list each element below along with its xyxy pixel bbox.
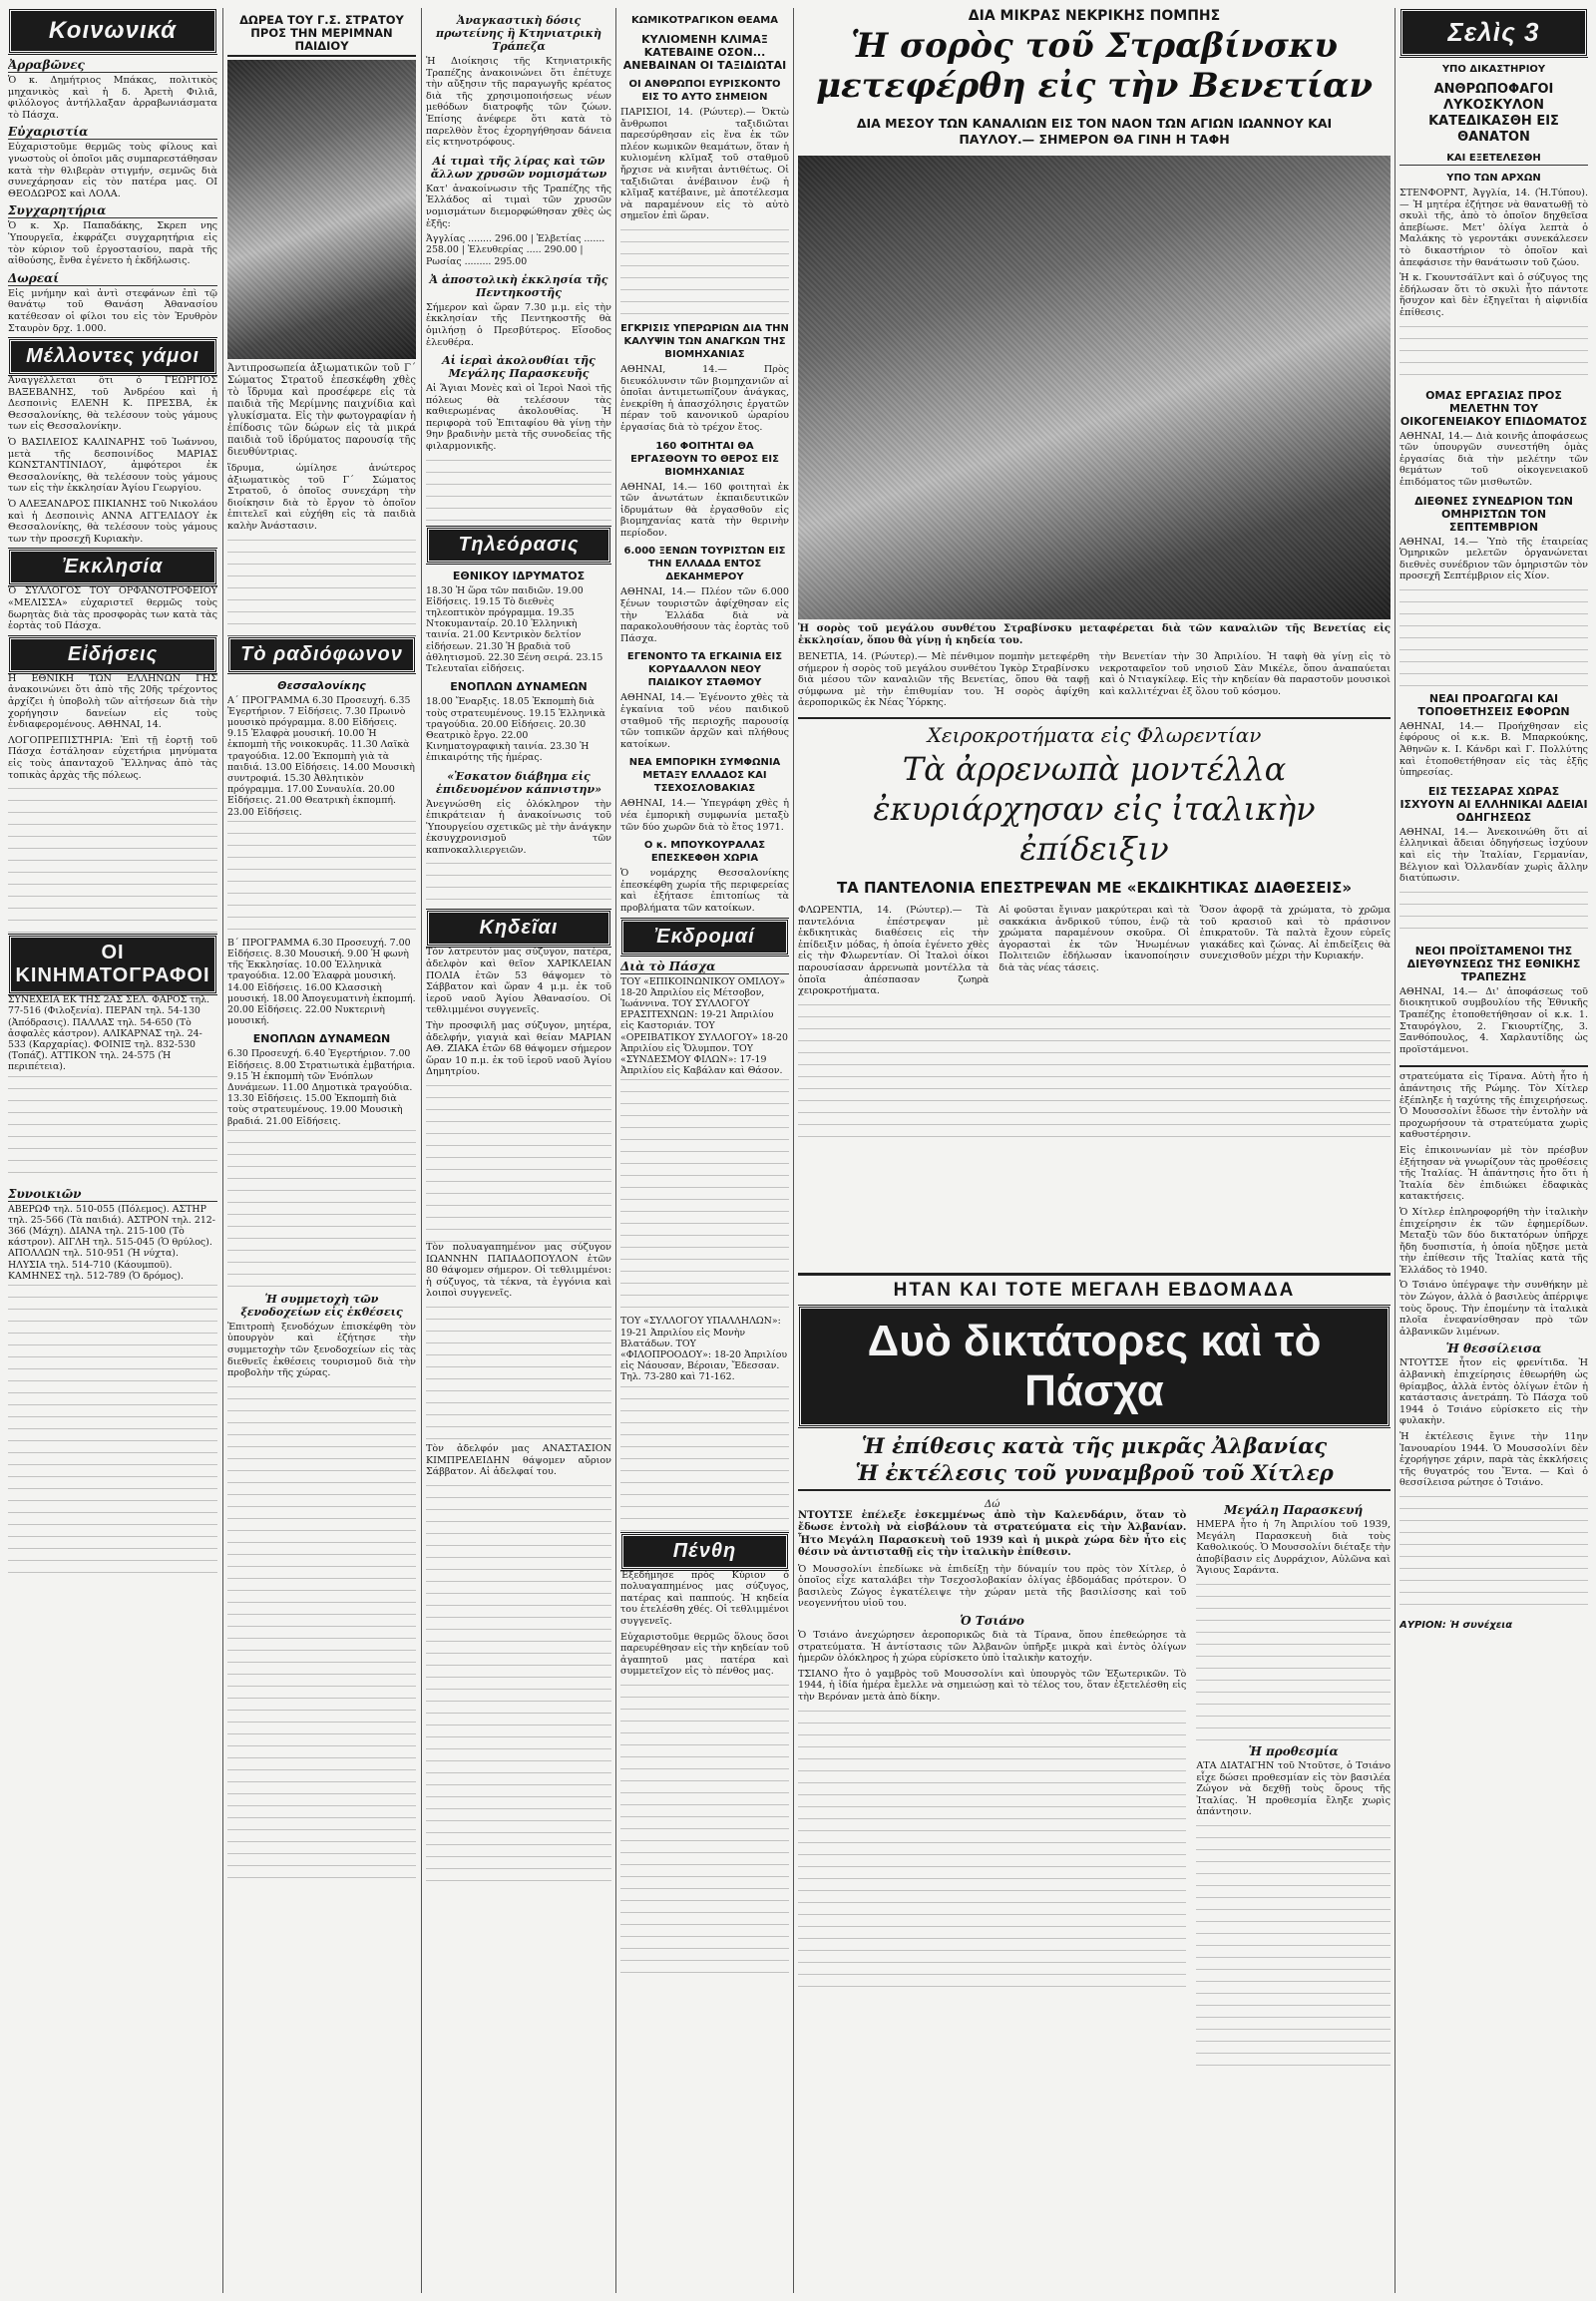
congress-headline: ΔΙΕΘΝΕΣ ΣΥΝΕΔΡΙΟΝ ΤΩΝ ΟΜΗΡΙΣΤΩΝ ΤΟΝ ΣΕΠΤΕΜΒΡΙΟΝ <box>1414 494 1573 534</box>
tv-armed-heading: ΕΝΟΠΛΩΝ ΔΥΝΑΜΕΩΝ <box>450 680 588 694</box>
excursions-list: ΤΟΥ «ΕΠΙΚΟΙΝΩΝΙΚΟΥ ΟΜΙΛΟΥ» 18-20 Ἀπριλίου εἰς Μέτσοβον, Ἰωάννινα. ΤΟΥ ΣΥΛΛΟΓΟΥ ΕΡΑΣΙΤΕΧΝΩΝ: 19-21 Ἀπριλίου εἰς Καστοριάν. ΤΟΥ «ΟΡΕΙΒΑΤΙΚΟΥ ΣΥΛΛΟΓΟΥ» 18-20 Ἀπριλίου εἰς Ὄλυμπον. ΤΟΥ «ΣΥΝΔΕΣΜΟΥ ΦΙΛΩΝ»: 17-19 Ἀπριλίου εἰς Καβάλαν καὶ Θάσον. <box>620 975 788 1077</box>
tourists-headline: 6.000 ΞΕΝΩΝ ΤΟΥΡΙΣΤΩΝ ΕΙΣ ΤΗΝ ΕΛΛΑΔΑ ΕΝΤΟΣ ΔΕΚΑΗΜΕΡΟΥ <box>623 546 786 583</box>
donations-heading: Δωρεαί <box>8 271 217 286</box>
funeral-notice: Τὸν λατρευτόν μας σύζυγον, πατέρα, ἀδελφὸν καὶ θεῖον ΧΑΡΙΚΛΕΙΑΝ ΠΟΛΙΑ ἐτῶν 53 θάψομεν τὸ Σάββατον καὶ ὥραν 4 μ.μ. ἐκ τοῦ ἱεροῦ ναοῦ Ἁγίου Ἀθανασίου. Οἱ τεθλιμμένοι συγγενεῖς. <box>426 947 611 1016</box>
mourning-text: Εὐχαριστοῦμε θερμῶς ὅλους ὅσοι παρευρέθησαν εἰς τὴν κηδείαν τοῦ ἀγαπητοῦ μας πατέρα καὶ συμμετεῖχον εἰς τὸ πένθος μας. <box>620 1631 789 1678</box>
students-text: ΑΘΗΝΑΙ, 14.— 160 φοιτηταὶ ἐκ τῶν ἀνωτάτων ἐκπαιδευτικῶν ἱδρυμάτων θὰ ἐργασθοῦν εἰς βιομηχανίας κατὰ τὴν θερινὴν περίοδον. <box>620 481 789 539</box>
overtime-text: ΑΘΗΝΑΙ, 14.— Πρὸς διευκόλυνσιν τῶν βιομηχανιῶν αἱ ὁποῖαι ἀντιμετωπίζουν ἀνάγκας, ἐνεκρίθη ἡ ἀπασχόλησις ἐργατῶν πέραν τοῦ κανονικοῦ ὡραρίου ἐργασίας διὰ τὸ τρέχον ἔτος. <box>620 363 789 433</box>
column-rule <box>421 8 422 2293</box>
text-filler <box>426 1082 611 1242</box>
feature-side-text: ΑΤΑ ΔΙΑΤΑΓΗΝ τοῦ Ντοῦτσε, ὁ Τσιάνο εἶχε δώσει προθεσμίαν εἰς τὸν βασιλέα Ζώγον νὰ δεχθῇ τοὺς ὅρους τῆς Ἰταλίας. Ἡ προθεσμία ἔληξε χωρὶς ἀπάντησιν. <box>1196 1759 1391 1818</box>
engagements-heading: Ἀρραβῶνες <box>8 58 217 73</box>
visit-headline: Ο κ. ΜΠΟΥΚΟΥΡΑΛΑΣ ΕΠΕΣΚΕΦΘΗ ΧΩΡΙΑ <box>643 840 766 865</box>
feature-intro: ΝΤΟΥΤΣΕ ἐπέλεξε ἐσκεμμένως ἀπὸ τὴν Καλενδάριν, ὅταν τὸ ἔδωσε ἐντολὴ νὰ εἰσβάλουν τὰ στρατεύματα εἰς τὴν Ἀλβανίαν. Ἦτο Μεγάλη Παρασκευὴ τοῦ 1939 καὶ ἡ μικρὰ χώρα δὲν ἦτο εἰς θέσιν νὰ ἀντισταθῇ εἰς τὴν ἰταλικὴν ἐπίθεσιν. <box>798 1510 1187 1559</box>
text-filler <box>227 818 416 938</box>
engagements-text: Ὁ κ. Δημήτριος Μπάκας, πολιτικὸς μηχανικὸς καὶ ἡ δ. Ἀρετὴ Φιλιᾶ, φιλόλογος ἀντήλλαξαν ἀρραβωνιάσματα τὸ Πάσχα. <box>8 75 217 121</box>
escalator-kicker: ΚΩΜΙΚΟΤΡΑΓΙΚΟΝ ΘΕΑΜΑ <box>630 15 779 26</box>
feature-continued: στρατεύματα εἰς Τίρανα. Αὐτὴ ἦτο ἡ ἀπάντησις τῆς Ρώμης. Τὸν Χίτλερ ἐξέπληξε ἡ ταχύτης τῆς ἐπιχειρήσεως. Ὁ Μουσσολίνι ἔδωσε τὴν ἐντολὴν νὰ προχωρήσουν τὰ στρατεύματα χωρὶς καθυστέρησιν. <box>1399 1071 1588 1141</box>
text-filler <box>1399 586 1588 686</box>
radio-program-a: Α΄ ΠΡΟΓΡΑΜΜΑ 6.30 Προσευχή. 6.35 Ἐγερτήριον. 7 Εἰδήσεις. 7.30 Πρωινὸ μουσικὸ πρόγραμμα. 8.00 Εἰδήσεις. 9.15 Ἐλαφρὰ μουσική. 10.00 Ἡ ἐκπομπὴ τῆς νοικοκυρᾶς. 11.30 Λαϊκὰ τραγούδια. 12.00 Ἐκπομπὴ γιὰ τὰ παιδιά. 13.00 Εἰδήσεις. 14.00 Μουσικὴ συντροφιά. 15.30 Ἀθλητικὸν πρόγραμμα. 17.00 Συναυλία. 20.00 Εἰδήσεις. 21.00 Θεατρικὴ ἐκπομπή. 23.00 Εἰδήσεις. <box>227 694 415 818</box>
kindergarten-headline: ΕΓΕΝΟΝΤΟ ΤΑ ΕΓΚΑΙΝΙΑ ΕΙΣ ΚΟΡΥΔΑΛΛΟΝ ΝΕΟΥ ΠΑΙΔΙΚΟΥ ΣΤΑΘΜΟΥ <box>626 651 783 689</box>
feature-continued: Ὁ Χίτλερ ἐπληροφορήθη τὴν ἰταλικὴν ἐπιχείρησιν ἐκ τῶν ἐφημερίδων. Μεταξὺ τῶν δύο δικτατόρων ὑπῆρχε ἤδη δυσπιστία, ἡ ὁποία ηὔξησε μετὰ τὴν ἐπίθεσιν τῆς Ἰταλίας κατὰ τῆς Ἑλλάδος τὸ 1940. <box>1399 1206 1588 1276</box>
text-filler <box>798 1001 1391 1141</box>
feature-right-heading: Ἡ θεσσίλεισα <box>1445 1342 1542 1356</box>
divider <box>1399 1065 1588 1067</box>
escalator-text: ΠΑΡΙΣΙΟΙ, 14. (Ρώυτερ).— Ὀκτὼ ἄνθρωποι ταξιδιῶται παρεσύρθησαν εἰς ἕνα ἐκ τῶν πλέον κωμικῶν θεαμάτων, ὅταν ἡ κυλιομένη κλῖμαξ τοῦ σταθμοῦ ἤρχισε νὰ κινῆται ἀντιθέτως. Οἱ ταξιδιῶται ἀνέβαινον ἐνῷ ἡ κλῖμαξ κατέβαινε, μὲ ἀποτέλεσμα νὰ παραμένουν εἰς τὸ αὐτὸ σημεῖον ἐπὶ ὥραν. <box>620 107 789 222</box>
column-rule <box>222 8 223 2293</box>
court-headline: ΑΝΘΡΩΠΟΦΑΓΟΙ ΛΥΚΟΣΚΥΛΟΝ ΚΑΤΕΔΙΚΑΣΘΗ ΕΙΣ ΘΑΝΑΤΟΝ <box>1428 82 1559 145</box>
tv-program: 18.30 Ἡ ὥρα τῶν παιδιῶν. 19.00 Εἰδήσεις. 19.15 Τὸ διεθνὲς τηλεοπτικὸν πρόγραμμα. 19.35 Ντοκυμανταίρ. 20.10 Ἐλληνικὴ ταινία. 21.00 Κεντρικὸν δελτίον εἰδήσεων. 21.30 Ἡ βραδιὰ τοῦ ἀθλητισμοῦ. 22.30 Ξένη σειρά. 23.15 Τελευταῖαι εἰδήσεις. <box>426 584 603 675</box>
donation-text: ἵδρυμα, ὡμίλησε ἀνώτερος ἀξιωματικὸς τοῦ Γ΄ Σώματος Στρατοῦ, ὁ ὁποῖος συνεχάρη τὴν διοίκησιν διὰ τὸ ἔργον τὸ ὁποῖον ἐπιτελεῖ καὶ εὐχήθη εἰς τὰ παιδιὰ καλὴν Ἀνάστασιν. <box>227 463 416 532</box>
suburbs-list: ΑΒΕΡΩΦ τηλ. 510-055 (Πόλεμος). ΑΣΤΗΡ τηλ. 25-566 (Τὰ παιδιά). ΑΣΤΡΟΝ τηλ. 212-366 (Μάχη). ΔΙΑΝΑ τηλ. 215-100 (Τὸ κάστρον). ΑΙΓΛΗ τηλ. 515-045 (Ὁ θρύλος). ΑΠΟΛΛΩΝ τηλ. 510-951 (Ἡ νύχτα). ΗΛΥΣΙΑ τηλ. 514-710 (Κάουμποϋ). ΚΑΜΗΝΕΣ τηλ. 512-789 (Ὁ δρόμος). <box>8 1203 215 1282</box>
feature-continued: ΝΤΟΥΤΣΕ ἦτον εἰς φρενίτιδα. Ἡ ἀλβανικὴ ἐπιχείρησις ἐθεωρήθη ὡς θρίαμβος, ἀλλὰ ἐντὸς ὀλίγων ἐτῶν ἡ κατάστασις ἀνετράπη. Τὸ Πάσχα τοῦ 1944 ὁ Τσιάνο εὑρίσκετο εἰς τὴν φυλακὴν. <box>1399 1357 1588 1427</box>
court-subhead: ΚΑΙ ΕΞΕΤΕΛΕΣΘΗ <box>1399 152 1588 166</box>
children-photo <box>227 60 416 359</box>
fashion-text: Ὅσον ἀφορᾷ τὰ χρώματα, τὸ χρῶμα τοῦ κρασιοῦ καὶ τὸ πράσινον ἐπικρατοῦν. Τὰ παλτὰ ἔχουν εὐρεῖς γιακάδες καὶ ζώνας. Αἱ ἐπιδείξεις θὰ συνεχισθοῦν μέχρι τὴν Κυριακήν. <box>1199 904 1391 962</box>
main-story <box>798 8 1391 1265</box>
column-rule <box>615 8 616 2293</box>
feature-kicker: ΗΤΑΝ ΚΑΙ ΤΟΤΕ ΜΕΓΑΛΗ ΕΒΔΟΜΑΔΑ <box>893 1280 1296 1301</box>
main-headline: Ἡ σορὸς τοῦ Στραβίνσκυ μετεφέρθη εἰς τὴν Βενετίαν <box>816 26 1373 106</box>
licences-text: ΑΘΗΝΑΙ, 14.— Ἀνεκοινώθη ὅτι αἱ ἑλληνικαὶ ἄδειαι ὁδηγήσεως ἰσχύουν καὶ εἰς τὴν Ἰταλίαν, Γερμανίαν, Βέλγιον καὶ Ὁλλανδίαν χωρὶς ἄλλην διατύπωσιν. <box>1399 826 1588 885</box>
licences-headline: ΕΙΣ ΤΕΣΣΑΡΑΣ ΧΩΡΑΣ ΙΣΧΥΟΥΝ ΑΙ ΕΛΛΗΝΙΚΑΙ ΑΔΕΙΑΙ ΟΔΗΓΗΣΕΩΣ <box>1399 784 1588 824</box>
weddings-text: Ἀναγγέλλεται ὅτι ὁ ΓΕΩΡΓΙΟΣ ΒΑΞΕΒΑΝΗΣ, τοῦ Ἀνδρέου καὶ ἡ Δεσποινὶς ΕΛΕΝΗ Κ. ΠΡΕΣΒΑ, ἐκ Θεσσαλονίκης, θὰ τελέσουν τοὺς γάμους των εἰς Θεσσαλονίκην. <box>8 375 217 433</box>
escalator-headline: ΚΥΛΙΟΜΕΝΗ ΚΛΙΜΑΞ ΚΑΤΕΒΑΙΝΕ ΟΣΟΝ... ΑΝΕΒΑΙΝΑΝ ΟΙ ΤΑΞΙΔΙΩΤΑΙ <box>622 33 787 72</box>
escalator-subhead: ΟΙ ΑΝΘΡΩΠΟΙ ΕΥΡΙΣΚΟΝΤΟ ΕΙΣ ΤΟ ΑΥΤΟ ΣΗΜΕΙΟΝ <box>628 79 781 103</box>
funeral-notice: Τὸν πολυαγαπημένον μας σύζυγον ΙΩΑΝΝΗΝ ΠΑΠΑΔΟΠΟΥΛΟΝ ἐτῶν 80 θάψομεν σήμερον. Οἱ τεθλιμμένοι: ἡ σύζυγος, τὰ τέκνα, τὰ ἐγγόνια καὶ λοιποὶ συγγενεῖς. <box>426 1242 611 1300</box>
feature-continued: Ὁ Τσιάνο ὑπέγραψε τὴν συνθήκην μὲ τὸν Ζώγον, ἀλλὰ ὁ βασιλεὺς ἀπέρριψε τοὺς ὅρους. Τὴν ἑπομένην τὰ ἰταλικὰ πλοῖα ἐνεφανίσθησαν πρὸ τῶν ἀλβανικῶν λιμένων. <box>1399 1280 1588 1338</box>
text-filler <box>227 1383 416 1882</box>
donation-headline: ΔΩΡΕΑ ΤΟΥ Γ.Σ. ΣΤΡΑΤΟΥ ΠΡΟΣ ΤΗΝ ΜΕΡΙΜΝΑΝ ΠΑΙΔΙΟΥ <box>227 14 416 57</box>
gold-prices-headline: Αἱ τιμαὶ τῆς λίρας καὶ τῶν ἄλλων χρυσῶν νομισμάτων <box>430 154 607 181</box>
news-text: Η ΕΘΝΙΚΗ ΤΩΝ ΕΛΛΗΝΩΝ ΓΗΣ ἀνακοινώνει ὅτι ἀπὸ τῆς 20ῆς τρέχοντος ἀρχίζει ἡ ὑποβολὴ τῶν αἰτήσεων διὰ τὴν χορήγησιν δανείων εἰς τοὺς ἐνδιαφερομένους. ΑΘΗΝΑΙ, 14. <box>8 672 217 731</box>
feature-subhead-1: Ἡ ἐπίθεσις κατὰ τῆς μικρᾶς Ἀλβανίας <box>861 1433 1328 1458</box>
tobacco-text: Ἀνεγνώσθη εἰς ὁλόκληρον τὴν ἐπικράτειαν ἡ ἀνακοίνωσις τοῦ Ὑπουργείου σχετικῶς μὲ τὴν ἀνάγκην ἐκσυγχρονισμοῦ τῶν καπνοκαλλιεργειῶν. <box>426 798 611 856</box>
text-filler <box>8 785 217 935</box>
main-photo-caption: Ἡ σορὸς τοῦ μεγάλου συνθέτου Στραβίνσκυ μεταφέρεται διὰ τῶν καναλιῶν τῆς Βενετίας εἰς ἐκκλησίαν, ὅπου θὰ γίνῃ ἡ κηδεία του. <box>798 623 1391 646</box>
section-banner-weddings: Μέλλοντες γάμοι <box>8 338 217 375</box>
text-filler <box>1196 1581 1391 1740</box>
feature-continued: Εἰς ἐπικοινωνίαν μὲ τὸν πρέσβυν ἐξήτησαν νὰ γνωρίζουν τὰς προθέσεις τῆς Ἰταλίας. Ἡ ἀπάντησις ἦτο ὅτι ἡ Ἰταλία δὲν ἐπιδιώκει ἐδαφικὰς κατακτήσεις. <box>1399 1144 1588 1203</box>
cinemas-list: ΣΥΝΕΧΕΙΑ ΕΚ ΤΗΣ 2ΑΣ ΣΕΛ. ΦΑΡΟΣ τηλ. 77-516 (Φιλοξενία). ΠΕΡΑΝ τηλ. 54-130 (Ἀπόδρασις). ΠΑΛΛΑΣ τηλ. 54-650 (Τὸ ἀσφαλὲς κάστρον). ΑΛΙΚΑΡΝΑΣ τηλ. 24-533 (Καρχαρίας). ΦΟΙΝΙΞ τηλ. 832-530 (Τοπάζ). ΑΤΤΙΚΟΝ τηλ. 24-575 (Ἡ περιπέτεια). <box>8 994 210 1073</box>
section-banner-tv: Τηλεόρασις <box>426 527 611 564</box>
court-text: ΣΤΕΝΦΟΡΝΤ, Ἀγγλία, 14. (Ἡ.Τύπου).— Ἡ μητέρα ἐζήτησε νὰ θανατωθῇ τὸ σκυλὶ τῆς, ἀπὸ τὸ ὁποῖον δηχθεῖσα ἀπεβίωσε. Μετ' ὀλίγα λεπτὰ ὁ Μαλάκης τὸ γεροντάκι συνεκάλεσεν τὸ δικαστήριον τὸ ὁποῖον καὶ ἀπεφάσισε τὴν θανάτωσιν τοῦ ζώου. <box>1399 188 1588 268</box>
donations-text: Εἰς μνήμην καὶ ἀντὶ στεφάνων ἐπὶ τῷ θανάτῳ τοῦ Θανάση Ἀθανασίου κατέθεσαν οἱ φίλοι του εἰς τὸν Ἑρυθρὸν Σταυρὸν δρχ. 1.000. <box>8 287 217 334</box>
pentecost-text: Σήμερον καὶ ὥραν 7.30 μ.μ. εἰς τὴν ἐκκλησίαν τῆς Πεντηκοστῆς θὰ ὁμιλήσῃ ὁ Πρεσβύτερος. Εἴσοδος ἐλευθέρα. <box>426 301 611 348</box>
congrats-text: Ὁ κ. Χρ. Παπαδάκης, Σκρεπ νης Ὑπουργεῖα, ἐκφράζει συγχαρητήρια εἰς τὸν κύριον τοῦ ἐργοστασίου, παρὰ τῆς αἰθούσης, ἔνθα ἐγένετο ἡ ἐκδήλωσις. <box>8 220 217 267</box>
section-banner-social: Κοινωνικά <box>8 8 217 54</box>
hotels-heading: Ἡ συμμετοχὴ τῶν ξενοδοχείων εἰς ἐκθέσεις <box>240 1292 403 1319</box>
text-filler <box>1399 889 1588 939</box>
text-filler <box>620 1682 789 1981</box>
tv-subheading: ΕΘΝΙΚΟΥ ΙΔΡΥΜΑΤΟΣ <box>452 569 586 582</box>
congress-text: ΑΘΗΝΑΙ, 14.— Ὑπὸ τῆς ἑταιρείας Ὁμηρικῶν μελετῶν ὀργανώνεται διεθνὲς συνέδριον τῶν ὁμηριστῶν τὸν προσεχῆ Σεπτέμβριον εἰς Χίον. <box>1399 536 1588 582</box>
column-right <box>1399 8 1588 2293</box>
section-banner-cinemas: ΟΙ ΚΙΝΗΜΑΤΟΓΡΑΦΟΙ <box>8 935 217 994</box>
feature-story <box>798 1273 1391 2296</box>
text-filler <box>620 1076 789 1316</box>
radio-subheading: Θεσσαλονίκης <box>277 678 366 692</box>
feature-side-text: ΗΜΕΡΑ ἦτο ἡ 7η Ἀπριλίου τοῦ 1939, Μεγάλη Παρασκευὴ διὰ τοὺς Καθολικούς. Ὁ Μουσσολίνι διέταξε τὴν ἀποβίβασιν εἰς Δυρράχιον, Αὐλῶνα καὶ Ἅγιους Σαράντα. <box>1196 1519 1391 1577</box>
kindergarten-text: ΑΘΗΝΑΙ, 14.— Ἐγένοντο χθὲς τὰ ἐγκαίνια τοῦ νέου παιδικοῦ σταθμοῦ τῆς περιοχῆς παρουσίᾳ τῶν τοπικῶν ἀρχῶν καὶ πλήθους κατοίκων. <box>620 692 789 750</box>
feature-body: Ὁ Μουσσολίνι ἐπεδίωκε νὰ ἐπιδείξῃ τὴν δύναμίν του πρὸς τὸν Χίτλερ, ὁ ὁποῖος εἶχε καταλάβει τὴν Τσεχοσλοβακίαν ὀλίγας ἑβδομάδας πρότερον. Ὁ βασιλεὺς Ζώγος ἐγκατέλειψε τὴν χώραν μετὰ τῆς βασιλίσσης καὶ τοῦ νεογεννήτου υἱοῦ του. <box>798 1563 1187 1610</box>
fashion-text: Αἱ φοῦσται ἔγιναν μακρύτεραι καὶ τὰ σακκάκια ἀνδρικοῦ τύπου, ἐνῷ τὰ χρώματα παραμένουν σκοῦρα. Οἱ ἀγορασταὶ ἐκ τῶν Ἡνωμένων Πολιτειῶν ἐδήλωσαν ἱκανοποίησιν διὰ τὰς νέας τάσεις. <box>998 904 1190 973</box>
text-filler <box>8 1282 217 1581</box>
thanks-heading: Εὐχαριστία <box>8 125 217 140</box>
services-headline: Αἱ ἱεραὶ ἀκολουθίαι τῆς Μεγάλης Παρασκευῆς <box>442 354 596 381</box>
tv-armed-program: 18.00 Ἔναρξις. 18.05 Ἐκπομπὴ διὰ τοὺς στρατευμένους. 19.15 Ἑλληνικὰ τραγούδια. 20.00 Εἰδήσεις. 20.30 Θεατρικὸ ἔργο. 22.00 Κινηματογραφικὴ ταινία. 23.30 Ἡ ἐπικαιρότης τῆς ἡμέρας. <box>426 696 605 764</box>
feature-subhead-ciano: Ὁ Τσιάνο <box>960 1614 1024 1628</box>
main-kicker: ΔΙΑ ΜΙΚΡΑΣ ΝΕΚΡΙΚΗΣ ΠΟΜΠΗΣ <box>968 8 1221 24</box>
fashion-kicker: Χειροκροτήματα εἰς Φλωρεντίαν <box>927 722 1262 747</box>
page-badge: Σελὶς 3 <box>1399 8 1588 57</box>
fashion-subhead: ΤΑ ΠΑΝΤΕΛΟΝΙΑ ΕΠΕΣΤΡΕΨΑΝ ΜΕ «ΕΚΔΙΚΗΤΙΚΑΣ ΔΙΑΘΕΣΕΙΣ» <box>836 878 1353 897</box>
trade-text: ΑΘΗΝΑΙ, 14.— Ὑπεγράφη χθὲς ἡ νέα ἐμπορικὴ συμφωνία μεταξὺ τῶν δύο χωρῶν διὰ τὸ ἔτος 1971. <box>620 798 789 833</box>
main-text-right: τὴν Βενετίαν τὴν 30 Ἀπριλίου. Ἡ ταφὴ θὰ γίνῃ εἰς τὸ νεκροταφεῖον τοῦ νησιοῦ Σὰν Μικέλε, ὅπου ἀναπαύεται καὶ ὁ Ντιαγκίλεφ. Εἰς τὴν κηδείαν θὰ παραστοῦν μουσικοὶ καὶ καλλιτέχναι ἐξ ὅλου τοῦ κόσμου. <box>1099 651 1391 697</box>
visit-text: Ὁ νομάρχης Θεσσαλονίκης ἐπεσκέφθη χωρία τῆς περιφερείας καὶ ἐξήτασε ἐπιτοπίως τὰ προβλήματα τῶν κατοίκων. <box>620 868 789 914</box>
trade-headline: ΝΕΑ ΕΜΠΟΡΙΚΗ ΣΥΜΦΩΝΙΑ ΜΕΤΑΞΥ ΕΛΛΑΔΟΣ ΚΑΙ ΤΣΕΧΟΣΛΟΒΑΚΙΑΣ <box>628 757 781 795</box>
suburbs-heading: Συνοικιῶν <box>8 1187 217 1202</box>
feature-body: ΤΣΙΑΝΟ ἦτο ὁ γαμβρὸς τοῦ Μουσσολίνι καὶ ὑπουργὸς τῶν Ἐξωτερικῶν. Τὸ 1944, ἡ ἰδία ἡμέρα ἔμελλε νὰ σημειώσῃ καὶ τὸ τέλος του, ὅταν ἐξετελέσθη εἰς τὴν Βερόναν μετὰ ἀπὸ δίκην. <box>798 1668 1187 1703</box>
text-filler <box>620 1383 789 1533</box>
text-filler <box>426 1482 611 1881</box>
text-filler <box>620 226 789 316</box>
feature-byline: Δώ <box>984 1499 1000 1510</box>
section-banner-funerals: Κηδεῖαι <box>426 910 611 947</box>
column-rule <box>793 8 794 2293</box>
tobacco-headline: «Ἐσκατον διάβημα εἰς ἐπιδευομένον κάπνιστην» <box>436 769 601 796</box>
pentecost-headline: Ἀ ἀποστολικὴ ἐκκλησία τῆς Πεντηκοστῆς <box>429 272 608 299</box>
feature-subhead-deadline: Ἡ προθεσμία <box>1248 1743 1339 1758</box>
section-banner-radio: Τὸ ραδιόφωνον <box>227 636 416 673</box>
main-text-left: ΒΕΝΕΤΙΑ, 14. (Ρώυτερ).— Μὲ πένθιμον πομπὴν μετεφέρθη σήμερον ἡ σορὸς τοῦ μεγάλου συνθέτου Ἰγκὸρ Στραβίνσκυ διὰ μέσου τῶν καναλιῶν τῆς Βενετίας, ὅπου θὰ ταφῇ σύμφωνα μὲ τὴν ἐπιθυμίαν του. Ἡ σορὸς ἀφίχθη ἀεροπορικῶς ἐκ Νέας Ὑόρκης. <box>798 651 1089 709</box>
column-news <box>620 8 789 2293</box>
weddings-text: Ὁ ΒΑΣΙΛΕΙΟΣ ΚΑΛΙΝΑΡΗΣ τοῦ Ἰωάννου, μετὰ τῆς δεσποινίδος ΜΑΡΙΑΣ ΚΩΝΣΤΑΝΤΙΝΙΔΟΥ, ἀμφότεροι ἐκ Θεσσαλονίκης, θὰ τελέσουν τοὺς γάμους των εἰς τὴν ἐκκλησίαν Ἁγίου Γεωργίου. <box>8 437 217 495</box>
congrats-heading: Συγχαρητήρια <box>8 203 217 218</box>
text-filler <box>426 860 611 910</box>
text-filler <box>8 1073 217 1183</box>
text-filler <box>1196 1822 1391 2072</box>
text-filler <box>426 1304 611 1443</box>
mourning-text: Ἐξεδήμησε πρὸς Κύριον ὁ πολυαγαπημένος μας σύζυγος, πατέρας καὶ παππούς. Ἡ κηδεία του ἐτελέσθη χθές. Οἱ τεθλιμμένοι συγγενεῖς. <box>620 1569 789 1627</box>
column-donation <box>227 8 416 2293</box>
court-text: Ἡ κ. Γκουντσάϊλντ καὶ ὁ σύζυγος της ἐδήλωσαν ὅτι τὸ σκυλὶ ἦτο πάντοτε ἥσυχον καὶ δὲν ἐξηγεῖται ἡ αἰφνιδία ἐπίθεσις. <box>1399 272 1588 318</box>
armed-forces-program: 6.30 Προσευχή. 6.40 Ἐγερτήριον. 7.00 Εἰδήσεις. 8.00 Στρατιωτικὰ ἐμβατήρια. 9.15 Ἡ ἐκπομπὴ τῶν Ἐνόπλων Δυνάμεων. 11.00 Δημοτικὰ τραγούδια. 13.30 Εἰδήσεις. 15.00 Ἐκπομπὴ διὰ τοὺς στρατευμένους. 19.00 Μουσικὴ βραδιά. 21.00 Εἰδήσεις. <box>227 1048 416 1127</box>
fashion-headline: Τὰ ἀρρενωπὰ μοντέλλα ἐκυριάρχησαν εἰς ἰταλικὴν ἐπίδειξιν <box>873 749 1316 868</box>
column-mixed <box>426 8 611 2293</box>
feature-body: Ὁ Τσιάνο ἀνεχώρησεν ἀεροπορικῶς διὰ τὰ Τίρανα, ὅπου ἐπεθεώρησε τὰ στρατεύματα. Ἡ ἀντίστασις τῶν Ἀλβανῶν ὑπῆρξε μικρὰ καὶ ἐντὸς ὀλίγων ἡμερῶν ὁλόκληρος ἡ χώρα εὑρίσκετο ὑπὸ ἰταλικὴν κατοχήν. <box>798 1630 1187 1665</box>
text-filler <box>227 537 416 636</box>
donation-caption: Ἀντιπροσωπεία ἀξιωματικῶν τοῦ Γ΄ Σώματος Στρατοῦ ἐπεσκέφθη χθὲς τὸ ἵδρυμα καὶ προσέφερε εἰς τὰ παιδιὰ τῆς Μερίμνης παιχνίδια καὶ γλυκίσματα. Εἰς τὴν φωτογραφίαν ἡ ἐπίδοσις τῶν δώρων εἰς τὰ μικρά παιδιὰ τοῦ ἱδρύματος παρουσίᾳ τῆς διευθύντριας. <box>227 363 416 458</box>
feature-headline: Δυὸ δικτάτορες καὶ τὸ Πάσχα <box>798 1306 1391 1427</box>
gold-prices-rows: Ἀγγλίας ........ 296.00 | Ἑλβετίας ....... 258.00 | Ἐλευθερίας ..... 290.00 | Ρωσίας ......... 295.00 <box>426 233 605 267</box>
section-banner-church: Ἐκκλησία <box>8 549 217 585</box>
section-banner-excursions: Ἐκδρομαί <box>620 919 789 956</box>
armed-forces-heading: ΕΝΟΠΛΩΝ ΔΥΝΑΜΕΩΝ <box>252 1032 391 1046</box>
promotions-text: ΑΘΗΝΑΙ, 14.— Προήχθησαν εἰς ἐφόρους οἱ κ.κ. Β. Μπαρκούκης, Ἀθηνῶν κ. Ι. Κάνδρι καὶ Γ. Πολλύτης καὶ ἐτοποθετήθησαν εἰς τὰς ἑξῆς ὑπηρεσίας. <box>1399 720 1588 779</box>
text-filler <box>798 1708 1186 1987</box>
main-subhead: ΔΙΑ ΜΕΣΟΥ ΤΩΝ ΚΑΝΑΛΙΩΝ ΕΙΣ ΤΟΝ ΝΑΟΝ ΤΩΝ ΑΓΙΩΝ ΙΩΑΝΝΟΥ ΚΑΙ ΠΑΥΛΟΥ.— ΣΗΜΕΡΟΝ ΘΑ ΓΙΝΗ Η ΤΑΦΗ <box>856 116 1333 147</box>
court-kicker: ΥΠΟ ΔΙΚΑΣΤΗΡΙΟΥ <box>1441 64 1546 75</box>
hotels-text: Ἐπιτροπὴ ξενοδόχων ἐπισκέφθη τὸν ὑπουργὸν καὶ ἐζήτησε τὴν συμμετοχὴν τῶν ξενοδοχείων εἰς τὰς διεθνεῖς ἐκθέσεις τουρισμοῦ διὰ τὴν προβολὴν τῆς χώρας. <box>227 1321 416 1379</box>
bank-headline: Ἀναγκαστικὴ δόσις πρωτείνης ἢ Κτηνιατρικὴ Τράπεζα <box>436 14 601 53</box>
bank-heads-text: ΑΘΗΝΑΙ, 14.— Δι' ἀποφάσεως τοῦ διοικητικοῦ συμβουλίου τῆς Ἐθνικῆς Τραπέζης ἐτοποθετήθησαν οἱ κ.κ. 1. Σταυρόγλου, 2. Γκιουρτίζης, 3. Ξανθόπουλος, 4. Χαρλαυτίδης ὡς προϊστάμενοι. <box>1399 985 1588 1055</box>
bank-text: Ἡ Διοίκησις τῆς Κτηνιατρικῆς Τραπέζης ἀνακοινώνει ὅτι ἐπέτυχε τὴν αὔξησιν τῆς παραγωγῆς κρέατος διὰ τῆς χρησιμοποιήσεως νέων μεθόδων διατροφῆς τῶν ζώων. Ἐπίσης ἀνέφερε ὅτι κατὰ τὸ παρελθὸν ἔτος ἐχορηγήθησαν δάνεια εἰς κτηνοτρόφους. <box>426 56 611 149</box>
funeral-notice: Τὴν προσφιλῆ μας σύζυγον, μητέρα, ἀδελφήν, γιαγιὰ καὶ θείαν ΜΑΡΙΑΝ ΑΘ. ΖΙΑΚΑ ἐτῶν 68 θάψομεν σήμερον ὥραν 10 π.μ. ἐκ τοῦ ἱεροῦ ναοῦ Ἁγίου Δημητρίου. <box>426 1020 611 1078</box>
promotions-headline: ΝΕΑΙ ΠΡΟΑΓΩΓΑΙ ΚΑΙ ΤΟΠΟΘΕΤΗΣΕΙΣ ΕΦΟΡΩΝ <box>1417 691 1570 718</box>
news-text: ΛΟΓΟΠΡΕΠΙΣΤΗΡΙΑ: Ἐπὶ τῇ ἑορτῇ τοῦ Πάσχα ἐστάλησαν εὐχετήρια μηνύματα εἰς τοὺς ἀπανταχοῦ Ἕλληνας ἀπὸ τὰς τοπικὰς ἀρχὰς τῆς πόλεως. <box>8 734 217 781</box>
court-subhead-2: ΥΠΟ ΤΩΝ ΑΡΧΩΝ <box>1446 173 1541 184</box>
venice-funeral-photo <box>798 156 1391 619</box>
text-filler <box>1399 323 1588 383</box>
feature-subhead-friday: Μεγάλη Παρασκευή <box>1224 1503 1364 1517</box>
weddings-text: Ὁ ΑΛΕΞΑΝΔΡΟΣ ΠΙΚΙΑΝΗΣ τοῦ Νικολάου καὶ ἡ Δεσποινὶς ΑΝΝΑ ΑΓΓΕΛΙΔΟΥ ἐκ Θεσσαλονίκης, θὰ τελέσουν τοὺς γάμους των τὴν προσεχῆ Κυριακὴν. <box>8 499 217 545</box>
allowance-headline: ΟΜΑΣ ΕΡΓΑΣΙΑΣ ΠΡΟΣ ΜΕΛΕΤΗΝ ΤΟΥ ΟΙΚΟΓΕΝΕΙΑΚΟΥ ΕΠΙΔΟΜΑΤΟΣ <box>1399 388 1588 428</box>
bank-heads-headline: ΝΕΟΙ ΠΡΟΪΣΤΑΜΕΝΟΙ ΤΗΣ ΔΙΕΥΘΥΝΣΕΩΣ ΤΗΣ ΕΘΝΙΚΗΣ ΤΡΑΠΕΖΗΣ <box>1406 944 1581 983</box>
column-rule <box>1395 8 1396 2293</box>
overtime-headline: ΕΓΚΡΙΣΙΣ ΥΠΕΡΩΡΙΩΝ ΔΙΑ ΤΗΝ ΚΑΛΥΨΙΝ ΤΩΝ ΑΝΑΓΚΩΝ ΤΗΣ ΒΙΟΜΗΧΑΝΙΑΣ <box>620 322 789 360</box>
section-banner-news: Εἰδήσεις <box>8 636 217 673</box>
gold-prices-text: Κατ' ἀνακοίνωσιν τῆς Τραπέζης τῆς Ἑλλάδος αἱ τιμαὶ τῶν χρυσῶν νομισμάτων διεμορφώθησαν χθὲς ὡς ἑξῆς: <box>426 183 611 229</box>
fashion-text: ΦΛΩΡΕΝΤΙΑ, 14. (Ρώυτερ).— Τὰ παντελόνια ἐπέστρεψαν μὲ ἐκδικητικὰς διαθέσεις εἰς τὴν ἐπίδειξιν μόδας, ἡ ὁποία ἐγένετο χθὲς εἰς τὴν Φλωρεντίαν. Οἱ Ἰταλοὶ ὀίκοι παρουσίασαν ἀρρενωπὰ μοντέλλα τὰ ὁποῖα ἀπέσπασαν ζωηρὰ χειροκροτήματα. <box>798 904 990 997</box>
allowance-text: ΑΘΗΝΑΙ, 14.— Διὰ κοινῆς ἀποφάσεως τῶν ὑπουργῶν συνεστήθη ὁμὰς ἐργασίας διὰ τὴν μελέτην τῶν θεμάτων τοῦ οἰκογενειακοῦ ἐπιδόματος τῶν μισθωτῶν. <box>1399 430 1588 488</box>
excursions-list: ΤΟΥ «ΣΥΛΛΟΓΟΥ ΥΠΑΛΛΗΛΩΝ»: 19-21 Ἀπριλίου εἰς Μονὴν Βλατάδων. ΤΟΥ «ΦΙΛΟΠΡΟΟΔΟΥ»: 18-20 Ἀπριλίου εἰς Νάουσαν, Βέροιαν, Ἔδεσσαν. Τηλ. 73-280 καὶ 71-162. <box>620 1316 788 1383</box>
funeral-notice: Τὸν ἀδελφόν μας ΑΝΑΣΤΑΣΙΟΝ ΚΙΜΠΡΕΛΕΙΔΗΝ θάψομεν αὔριον Σάββατον. Αἱ ἀδελφαί του. <box>426 1442 611 1478</box>
tourists-text: ΑΘΗΝΑΙ, 14.— Πλέον τῶν 6.000 ξένων τουριστῶν ἀφίχθησαν εἰς τὴν Ἑλλάδα διὰ νὰ παρακολουθήσουν τὰς ἑορτὰς τοῦ Πάσχα. <box>620 586 789 644</box>
thanks-text: Εὐχαριστοῦμε θερμῶς τοὺς φίλους καὶ γνωστοὺς οἱ ὁποῖοι μᾶς συμπαρεστάθησαν κατὰ τὴν θλιβερὰν στιγμήν, σεμνῶς διὰ συνεχάρησαν εἰς τὸν πατέρα μας. ΟΙ ΘΕΟΔΩΡΟΣ καὶ ΛΟΛΑ. <box>8 142 217 199</box>
radio-program-b: Β΄ ΠΡΟΓΡΑΜΜΑ 6.30 Προσευχή. 7.00 Εἰδήσεις. 8.30 Μουσική. 9.00 Ἡ φωνὴ τῆς Ἐκκλησίας. 10.00 Ἑλληνικὰ τραγούδια. 12.00 Ἐλαφρὰ μουσική. 14.00 Εἰδήσεις. 16.00 Κλασσικὴ μουσική. 18.00 Ἀπογευματινὴ ἐκπομπή. 20.00 Εἰδήσεις. 22.00 Νυκτερινὴ μουσική. <box>227 937 416 1027</box>
text-filler <box>227 1127 416 1287</box>
continued-tomorrow: ΑΥΡΙΟΝ: Ἡ συνέχεια <box>1399 1619 1513 1631</box>
students-headline: 160 ΦΟΙΤΗΤΑΙ ΘΑ ΕΡΓΑΣΘΟΥΝ ΤΟ ΘΕΡΟΣ ΕΙΣ ΒΙΟΜΗΧΑΝΙΑΣ <box>630 440 779 478</box>
column-social <box>8 8 217 2293</box>
services-text: Αἱ Ἅγιαι Μονὲς καὶ οἱ Ἱεροὶ Ναοὶ τῆς πόλεως θὰ τελέσουν τὰς καθιερωμένας ἀκολουθίας. Ἡ περιφορὰ τοῦ Ἐπιταφίου θὰ γίνῃ τὴν 9ην βραδινὴν μετὰ τῆς συνοδείας τῆς φιλαρμονικῆς. <box>426 383 611 453</box>
divider <box>798 717 1391 719</box>
excursions-subheading: Διὰ τὸ Πάσχα <box>620 959 789 974</box>
feature-continued: Ἡ ἐκτέλεσις ἔγινε τὴν 11ην Ἰανουαρίου 1944. Ὁ Μουσσολίνι δὲν ἐχορήγησε χάριν, παρὰ τὰς ἐκκλήσεις τῆς θυγατρός του Ἔντα. — Καὶ ὁ θεσσίλεισα ρώτησε ὁ Τσιάνο. <box>1399 1431 1588 1489</box>
text-filler <box>426 457 611 527</box>
church-text: Ὁ ΣΥΛΛΟΓΟΣ ΤΟΥ ΟΡΦΑΝΟΤΡΟΦΕΙΟΥ «ΜΕΛΙΣΣΑ» εὐχαριστεῖ θερμῶς τοὺς δωρητὰς διὰ τὰς προσφορὰς των κατὰ τὰς ἑορτὰς τοῦ Πάσχα. <box>8 585 217 632</box>
feature-subhead-2: Ἡ ἐκτέλεσις τοῦ γυναμβροῦ τοῦ Χίτλερ <box>798 1460 1391 1491</box>
section-banner-mourning: Πένθη <box>620 1533 789 1570</box>
text-filler <box>1399 1493 1588 1613</box>
